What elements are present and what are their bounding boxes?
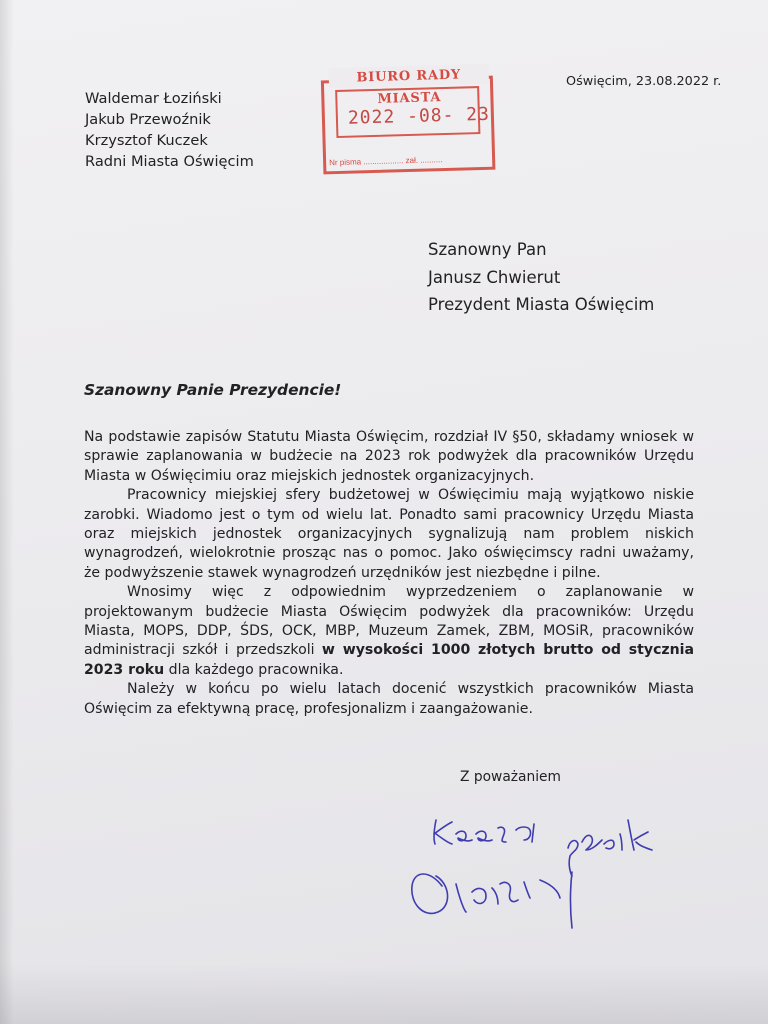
body-paragraph: Pracownicy miejskiej sfery budżetowej w Oświęcimiu mają wyjątkowo niskie zarobki. Wiadomo jest o tym od wielu lat. Ponadto sami pracownicy Urzędu Miasta oraz miejskich jednostek organizacyjnych sygnalizują nam problem niskich wynagrodzeń, wielokrotnie prosząc nas o pomoc. Jako oświęcimscy radni uważamy, że podwyższenie stawek wynagrodzeń urzędników jest niezbędne i pilne. (84, 487, 694, 581)
body-paragraph: Na podstawie zapisów Statutu Miasta Oświęcim, rozdział IV §50, składamy wniosek w sprawie zaplanowania w budżecie na 2023 rok podwyżek dla pracowników Urzędu Miasta w Oświęcimiu oraz miejskich jednostek organizacyjnych. (84, 429, 694, 484)
recipient-line: Prezydent Miasta Oświęcim (428, 295, 655, 314)
body-text-span: dla każdego pracownika. (168, 661, 344, 678)
letter-body (84, 428, 694, 719)
signature-kuczek (434, 820, 534, 844)
sender-line: Jakub Przewoźnik (85, 111, 211, 128)
sender-line: Krzysztof Kuczek (85, 132, 208, 149)
place-date: Oświęcim, 23.08.2022 r. (566, 74, 722, 89)
sender-line: Radni Miasta Oświęcim (85, 153, 254, 170)
recipient-line: Janusz Chwierut (428, 267, 561, 287)
office-stamp (321, 64, 498, 177)
salutation: Szanowny Panie Prezydencie! (84, 381, 342, 399)
handwritten-signatures (400, 800, 700, 940)
body-paragraph: Należy w końcu po wielu latach docenić wszystkich pracowników Miasta Oświęcim za efektywną pracę, profesjonalizm i zaangażowanie. (84, 681, 694, 717)
recipient-line: Szanowny Pan (428, 240, 547, 259)
sender-block (85, 88, 254, 172)
page-edge-shadow (0, 0, 14, 1024)
signature-przewoznik (568, 820, 652, 876)
body-text-span: Wnosimy więc z odpowiednim wyprzedzeniem o zaplanowanie w projektowanym budżecie Miasta Oświęcim podwyżek dla pracowników: Urzędu Miasta, MOPS, DDP, ŚDS, OCK, MBP, Muzeum Zamek, ZBM, MOSiR, pracowników administracji szkół i przedszkoli (84, 584, 694, 659)
stamp-title: BIURO RADY MIASTA (329, 64, 489, 88)
body-paragraph (84, 583, 694, 680)
sender-line: Waldemar Łoziński (85, 90, 222, 107)
stamp-footer: Nr pisma .................. zał. .......... (329, 155, 443, 168)
recipient-block (428, 236, 654, 319)
signature-lozinski (412, 872, 572, 928)
stamp-date: 2022 -08- 23 (347, 103, 491, 129)
closing-phrase: Z poważaniem (460, 769, 561, 785)
page-bottom-shadow (0, 964, 768, 1024)
body-bold-span: w wysokości 1000 złotych brutto od stycznia 2023 roku (84, 642, 695, 678)
